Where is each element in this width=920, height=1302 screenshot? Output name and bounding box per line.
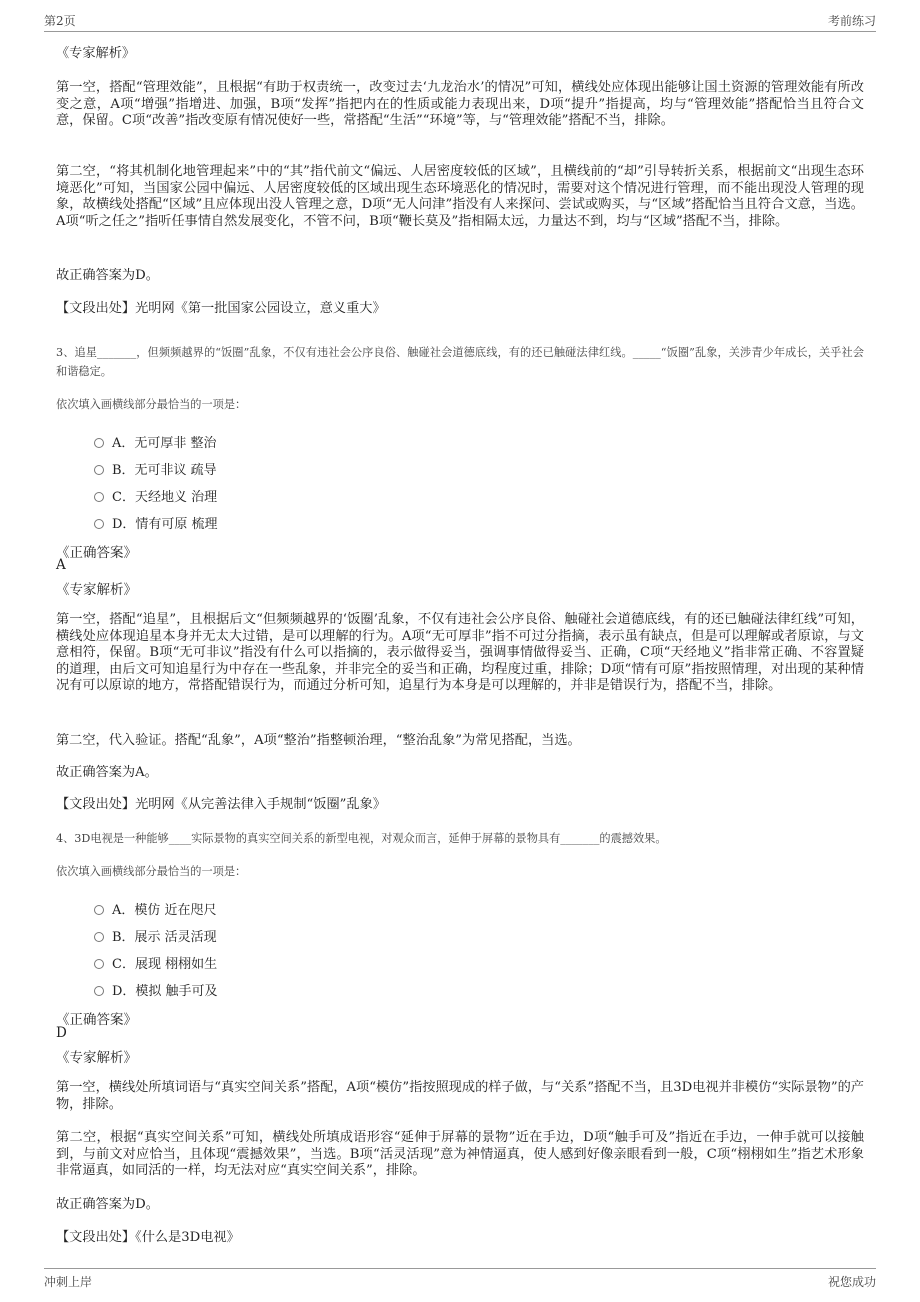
q4-answer-label: 《正确答案》 bbox=[56, 1012, 137, 1028]
option-label: D．模拟 触手可及 bbox=[112, 984, 218, 999]
q4-option-c[interactable] bbox=[94, 953, 217, 971]
q3-option-c[interactable] bbox=[94, 486, 217, 504]
footer-right-text: 祝您成功 bbox=[827, 1275, 876, 1289]
radio-icon[interactable] bbox=[94, 465, 104, 475]
option-label: D．情有可原 梳理 bbox=[112, 517, 218, 532]
radio-icon[interactable] bbox=[94, 932, 104, 942]
footer-left-text: 冲刺上岸 bbox=[44, 1275, 93, 1289]
q3-option-d[interactable] bbox=[94, 513, 218, 531]
q4-stem: 4、3D电视是一种能够____实际景物的真实空间关系的新型电视，对观众而言，延伸于屏幕的景物具有_______的震撼效果。 bbox=[56, 832, 667, 845]
q3-source: 【文段出处】光明网《从完善法律入手规制“饭圈”乱象》 bbox=[56, 797, 386, 812]
option-label: C．展现 栩栩如生 bbox=[112, 957, 218, 972]
q4-conclusion: 故正确答案为D。 bbox=[56, 1197, 159, 1212]
q3-answer-label: 《正确答案》 bbox=[56, 545, 137, 561]
q4-option-b[interactable] bbox=[94, 926, 217, 944]
q4-expert-label: 《专家解析》 bbox=[56, 1050, 137, 1066]
radio-icon[interactable] bbox=[94, 986, 104, 996]
radio-icon[interactable] bbox=[94, 959, 104, 969]
page-footer bbox=[44, 1273, 876, 1293]
q3-instruction: 依次填入画横线部分最恰当的一项是： bbox=[56, 398, 247, 411]
option-label: A．模仿 近在咫尺 bbox=[112, 903, 217, 918]
option-label: C．天经地义 治理 bbox=[112, 490, 218, 505]
q2-analysis-p1: 第一空，搭配“管理效能”，且根据“有助于权责统一，改变过去‘九龙治水’的情况”可知，横线处应体现出能够让国土资源的管理效能有所改变之意，A项“增强”指增进、加强，B项“发挥”指把内在的性质或能力表现出来，D项“提升”指提高，均与“管理效能”搭配恰当且符合文意，保留。C项“改善”指改变原有情况使好一些，常搭配“生活”“环境”等，与“管理效能”搭配不当，排除。 bbox=[56, 80, 864, 129]
q4-answer: D bbox=[56, 1025, 67, 1041]
header-title: 考前练习 bbox=[827, 14, 876, 28]
q4-analysis-p2: 第二空，根据“真实空间关系”可知，横线处所填成语形容“延伸于屏幕的景物”近在手边，D项“触手可及”指近在手边，一伸手就可以接触到，与前文对应恰当，且体现“震撼效果”，当选。B项“活灵活现”意为神情逼真，使人感到好像亲眼看到一般，C项“栩栩如生”指艺术形象非常逼真，如同活的一样，均无法对应“真实空间关系”，排除。 bbox=[56, 1130, 864, 1179]
q4-option-a[interactable] bbox=[94, 899, 217, 917]
q4-source: 【文段出处】《什么是3D电视》 bbox=[56, 1230, 240, 1245]
option-label: B．无可非议 疏导 bbox=[112, 463, 217, 478]
q3-analysis-p1: 第一空，搭配“追星”，且根据后文“但频频越界的‘饭圈’乱象，不仅有违社会公序良俗、触碰社会道德底线，有的还已触碰法律红线”可知，横线处应体现追星本身并无太大过错，是可以理解的行为。A项“无可厚非”指不可过分指摘，表示虽有缺点，但是可以理解或者原谅，与文意相符，保留。B项“无可非议”指没有什么可以指摘的，表示做得妥当，强调事情做得妥当、正确，C项“天经地义”指非常正确、不容置疑的道理，由后文可知追星行为中存在一些乱象，并非完全的妥当和正确，均程度过重，排除；D项“情有可原”指按照情理，对出现的某种情况有可以原谅的地方，常搭配错误行为，而通过分析可知，追星行为本身是可以理解的，并非是错误行为，搭配不当，排除。 bbox=[56, 612, 864, 694]
q3-expert-label: 《专家解析》 bbox=[56, 582, 137, 598]
q3-option-b[interactable] bbox=[94, 459, 217, 477]
page-number: 第2页 bbox=[44, 14, 76, 28]
radio-icon[interactable] bbox=[94, 519, 104, 529]
q2-source: 【文段出处】光明网《第一批国家公园设立，意义重大》 bbox=[56, 301, 386, 316]
q2-conclusion: 故正确答案为D。 bbox=[56, 268, 159, 283]
q4-analysis-p1: 第一空，横线处所填词语与“真实空间关系”搭配，A项“模仿”指按照现成的样子做，与“关系”搭配不当，且3D电视并非模仿“实际景物”的产物，排除。 bbox=[56, 1080, 864, 1112]
q3-stem: 3、追星_______，但频频越界的“饭圈”乱象，不仅有违社会公序良俗、触碰社会道德底线，有的还已触碰法律红线。_____“饭圈”乱象，关涉青少年成长，关乎社会和谐稳定。 bbox=[56, 346, 864, 378]
header-divider bbox=[44, 31, 876, 32]
q3-option-a[interactable] bbox=[94, 432, 217, 450]
option-label: A．无可厚非 整治 bbox=[112, 436, 217, 451]
radio-icon[interactable] bbox=[94, 438, 104, 448]
q3-analysis-p2: 第二空，代入验证。搭配“乱象”，A项“整治”指整顿治理，“整治乱象”为常见搭配，当选。 bbox=[56, 733, 581, 748]
option-label: B．展示 活灵活现 bbox=[112, 930, 217, 945]
footer-divider bbox=[44, 1268, 876, 1269]
q2-analysis-p2: 第二空，“将其机制化地管理起来”中的“其”指代前文“偏远、人居密度较低的区域”，且横线前的“却”引导转折关系，根据前文“出现生态环境恶化”可知，当国家公园中偏远、人居密度较低的区域出现生态环境恶化的情况时，需要对这个情况进行管理，而不能出现没人管理的现象，故横线处搭配“区域”且应体现出没人管理之意，D项“无人问津”指没有人来探问、尝试或购买，与“区域”搭配恰当且符合文意，当选。A项“听之任之”指听任事情自然发展变化，不管不问，B项“鞭长莫及”指相隔太远，力量达不到，均与“区域”搭配不当，排除。 bbox=[56, 164, 864, 229]
q4-instruction: 依次填入画横线部分最恰当的一项是： bbox=[56, 865, 247, 878]
radio-icon[interactable] bbox=[94, 492, 104, 502]
q2-expert-label: 《专家解析》 bbox=[56, 46, 136, 61]
page-header bbox=[44, 12, 876, 32]
q3-answer: A bbox=[56, 557, 66, 573]
q3-conclusion: 故正确答案为A。 bbox=[56, 765, 158, 780]
radio-icon[interactable] bbox=[94, 905, 104, 915]
q4-option-d[interactable] bbox=[94, 980, 218, 998]
